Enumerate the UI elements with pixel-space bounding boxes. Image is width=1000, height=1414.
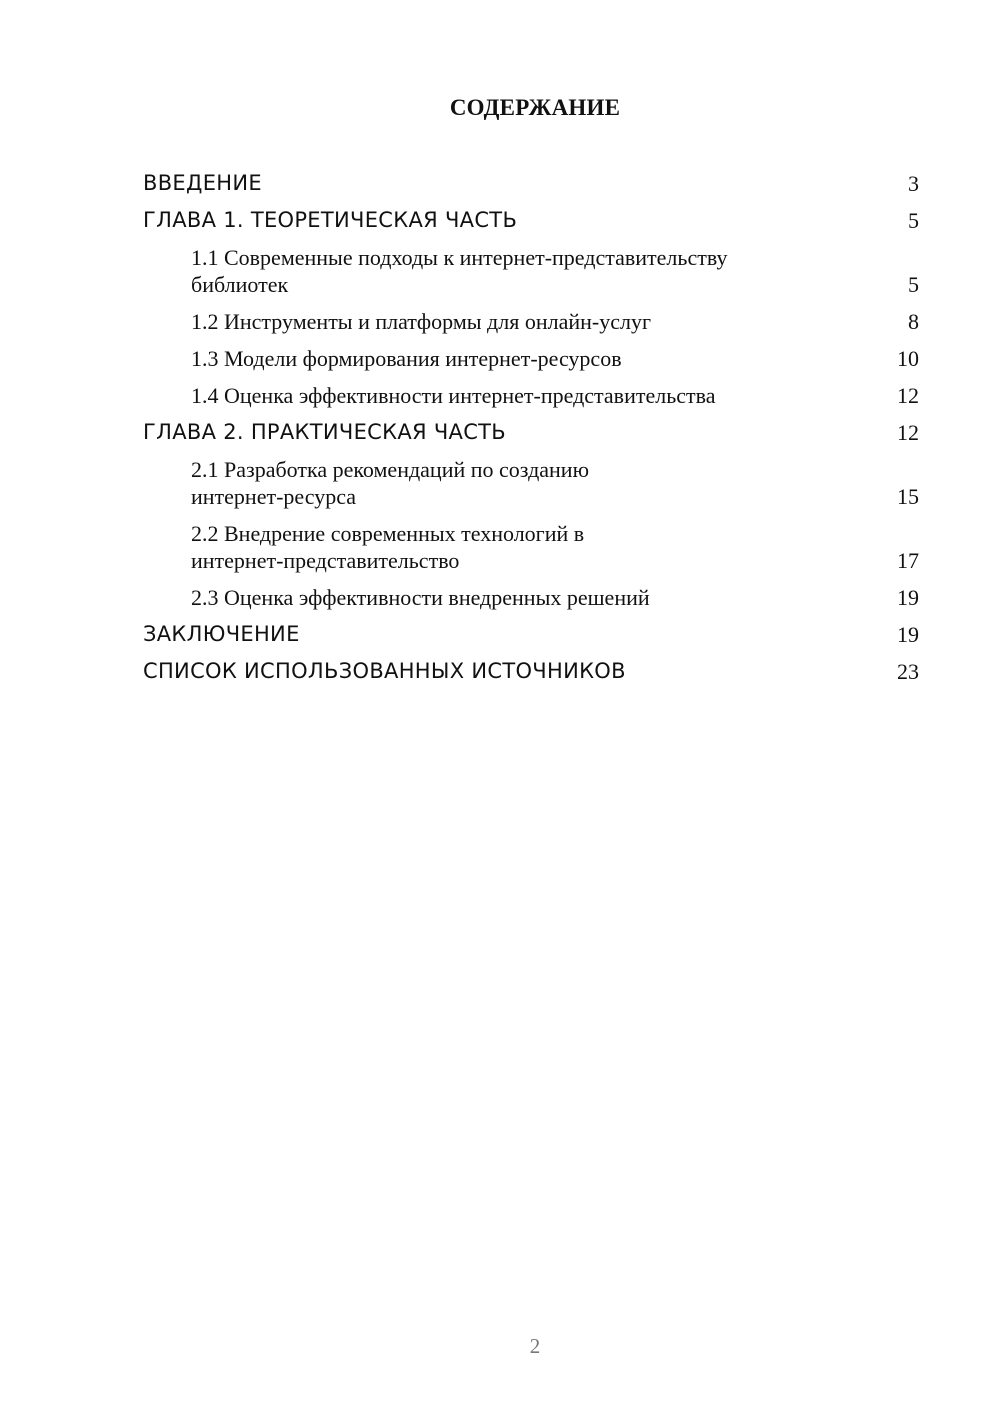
toc-entry-label-line: 1.1 Современные подходы к интернет-представительству: [191, 245, 728, 270]
toc-entry-label: [191, 456, 589, 510]
toc-entry-page: 12: [897, 420, 919, 445]
toc-entry-label: ГЛАВА 1. ТЕОРЕТИЧЕСКАЯ ЧАСТЬ: [143, 208, 518, 232]
toc-entry-section-2-1[interactable]: [143, 456, 919, 510]
page-title: СОДЕРЖАНИЕ: [449, 95, 621, 120]
toc-entry-page: 3: [908, 171, 919, 196]
toc-entry-references[interactable]: [143, 658, 919, 685]
toc-entry-label: 2.3 Оценка эффективности внедренных решений: [191, 585, 650, 610]
table-of-contents: [143, 170, 919, 695]
toc-entry-conclusion[interactable]: [143, 621, 919, 648]
toc-entry-page: 17: [897, 548, 919, 573]
toc-entry-chapter-2[interactable]: [143, 419, 919, 446]
toc-entry-page: 15: [897, 484, 919, 509]
toc-entry-label-line: интернет-представительство: [191, 548, 460, 573]
toc-entry-page: 19: [897, 622, 919, 647]
toc-entry-section-1-1[interactable]: [143, 244, 919, 298]
page-number: 2: [529, 1334, 541, 1358]
toc-entry-page: 23: [897, 659, 919, 684]
toc-entry-page: 10: [897, 346, 919, 371]
toc-entry-page: 12: [897, 383, 919, 408]
toc-entry-label: ГЛАВА 2. ПРАКТИЧЕСКАЯ ЧАСТЬ: [143, 420, 507, 444]
toc-entry-section-1-2[interactable]: [143, 308, 919, 335]
toc-entry-page: 19: [897, 585, 919, 610]
toc-entry-label: 1.4 Оценка эффективности интернет-представительства: [191, 383, 716, 408]
toc-entry-section-1-3[interactable]: [143, 345, 919, 372]
toc-entry-label: СПИСОК ИСПОЛЬЗОВАННЫХ ИСТОЧНИКОВ: [143, 659, 626, 683]
toc-entry-label: 1.2 Инструменты и платформы для онлайн-услуг: [191, 309, 651, 334]
toc-entry-label: ЗАКЛЮЧЕНИЕ: [143, 622, 300, 646]
toc-entry-chapter-1[interactable]: [143, 207, 919, 234]
toc-entry-introduction[interactable]: [143, 170, 919, 197]
toc-entry-label: [191, 520, 584, 574]
toc-entry-label-line: библиотек: [191, 272, 289, 297]
toc-entry-label: ВВЕДЕНИЕ: [143, 171, 262, 195]
toc-entry-label-line: интернет-ресурса: [191, 484, 356, 509]
toc-entry-label-line: 2.1 Разработка рекомендаций по созданию: [191, 457, 590, 482]
toc-entry-page: 8: [908, 309, 919, 334]
toc-entry-label: [191, 244, 727, 298]
toc-entry-section-1-4[interactable]: [143, 382, 919, 409]
toc-entry-label-line: 2.2 Внедрение современных технологий в: [191, 521, 585, 546]
toc-entry-page: 5: [908, 272, 919, 297]
toc-entry-page: 5: [908, 208, 919, 233]
toc-entry-label: 1.3 Модели формирования интернет-ресурсов: [191, 346, 622, 371]
toc-entry-section-2-2[interactable]: [143, 520, 919, 574]
toc-entry-section-2-3[interactable]: [143, 584, 919, 611]
